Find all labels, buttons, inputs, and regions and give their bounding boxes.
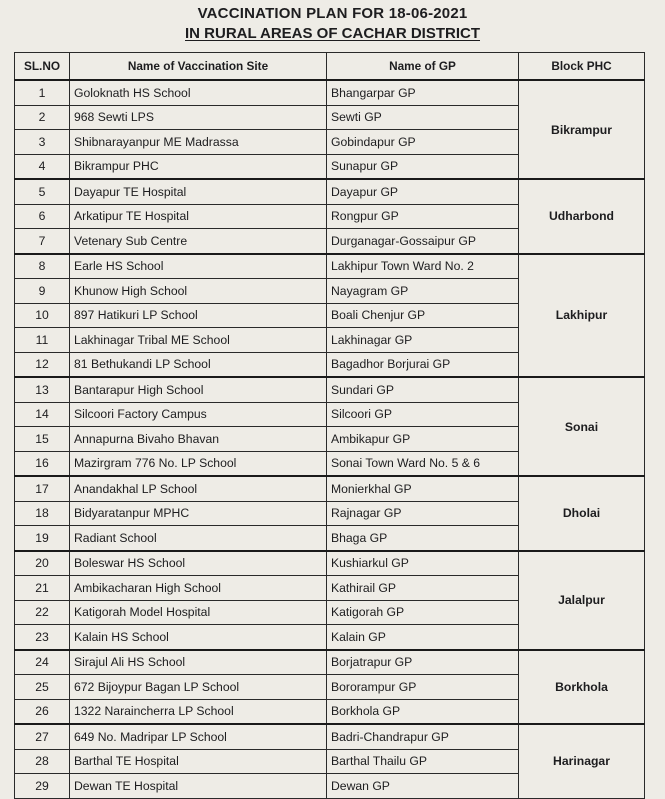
sl-no-cell: 16 bbox=[15, 451, 70, 476]
site-name-cell: Earle HS School bbox=[70, 254, 327, 279]
site-name-cell: Barthal TE Hospital bbox=[70, 749, 327, 774]
table-row bbox=[15, 724, 645, 749]
site-name-cell: Bantarapur High School bbox=[70, 377, 327, 402]
sl-no-cell: 17 bbox=[15, 476, 70, 501]
site-name-cell: Radiant School bbox=[70, 526, 327, 551]
site-name-cell: Lakhinagar Tribal ME School bbox=[70, 328, 327, 353]
gp-name-cell: Bagadhor Borjurai GP bbox=[327, 352, 519, 377]
sl-no-cell: 1 bbox=[15, 80, 70, 105]
block-phc-cell: Jalalpur bbox=[519, 551, 645, 650]
sl-no-cell: 4 bbox=[15, 154, 70, 179]
site-name-cell: 649 No. Madripar LP School bbox=[70, 724, 327, 749]
site-name-cell: Vetenary Sub Centre bbox=[70, 229, 327, 254]
vaccination-table bbox=[14, 52, 645, 799]
sl-no-cell: 20 bbox=[15, 551, 70, 576]
sl-no-cell: 14 bbox=[15, 402, 70, 427]
table-row bbox=[15, 179, 645, 204]
table-header-row bbox=[15, 53, 645, 81]
block-phc-cell: Sonai bbox=[519, 377, 645, 476]
gp-name-cell: Bhangarpar GP bbox=[327, 80, 519, 105]
sl-no-cell: 2 bbox=[15, 105, 70, 130]
site-name-cell: Sirajul Ali HS School bbox=[70, 650, 327, 675]
gp-name-cell: Rajnagar GP bbox=[327, 501, 519, 526]
gp-name-cell: Durganagar-Gossaipur GP bbox=[327, 229, 519, 254]
table-row bbox=[15, 551, 645, 576]
sl-no-cell: 24 bbox=[15, 650, 70, 675]
gp-name-cell: Barthal Thailu GP bbox=[327, 749, 519, 774]
header-gp: Name of GP bbox=[327, 53, 519, 81]
gp-name-cell: Sewti GP bbox=[327, 105, 519, 130]
block-phc-cell: Udharbond bbox=[519, 179, 645, 254]
sl-no-cell: 5 bbox=[15, 179, 70, 204]
gp-name-cell: Kushiarkul GP bbox=[327, 551, 519, 576]
site-name-cell: Arkatipur TE Hospital bbox=[70, 204, 327, 229]
sl-no-cell: 3 bbox=[15, 130, 70, 155]
sl-no-cell: 21 bbox=[15, 576, 70, 601]
sl-no-cell: 28 bbox=[15, 749, 70, 774]
gp-name-cell: Rongpur GP bbox=[327, 204, 519, 229]
gp-name-cell: Sundari GP bbox=[327, 377, 519, 402]
gp-name-cell: Gobindapur GP bbox=[327, 130, 519, 155]
table-row bbox=[15, 377, 645, 402]
site-name-cell: Bidyaratanpur MPHC bbox=[70, 501, 327, 526]
site-name-cell: Shibnarayanpur ME Madrassa bbox=[70, 130, 327, 155]
site-name-cell: Annapurna Bivaho Bhavan bbox=[70, 427, 327, 452]
site-name-cell: Anandakhal LP School bbox=[70, 476, 327, 501]
sl-no-cell: 12 bbox=[15, 352, 70, 377]
gp-name-cell: Lakhipur Town Ward No. 2 bbox=[327, 254, 519, 279]
site-name-cell: Dayapur TE Hospital bbox=[70, 179, 327, 204]
gp-name-cell: Silcoori GP bbox=[327, 402, 519, 427]
site-name-cell: 968 Sewti LPS bbox=[70, 105, 327, 130]
sl-no-cell: 19 bbox=[15, 526, 70, 551]
gp-name-cell: Kathirail GP bbox=[327, 576, 519, 601]
site-name-cell: Ambikacharan High School bbox=[70, 576, 327, 601]
gp-name-cell: Monierkhal GP bbox=[327, 476, 519, 501]
table-row bbox=[15, 80, 645, 105]
table-row bbox=[15, 650, 645, 675]
header-site: Name of Vaccination Site bbox=[70, 53, 327, 81]
header-block: Block PHC bbox=[519, 53, 645, 81]
document-subtitle: IN RURAL AREAS OF CACHAR DISTRICT bbox=[185, 25, 480, 42]
block-phc-cell: Harinagar bbox=[519, 724, 645, 798]
site-name-cell: 672 Bijoypur Bagan LP School bbox=[70, 675, 327, 700]
gp-name-cell: Borkhola GP bbox=[327, 699, 519, 724]
sl-no-cell: 27 bbox=[15, 724, 70, 749]
gp-name-cell: Ambikapur GP bbox=[327, 427, 519, 452]
sl-no-cell: 25 bbox=[15, 675, 70, 700]
site-name-cell: Dewan TE Hospital bbox=[70, 774, 327, 799]
gp-name-cell: Boali Chenjur GP bbox=[327, 303, 519, 328]
gp-name-cell: Sunapur GP bbox=[327, 154, 519, 179]
gp-name-cell: Dewan GP bbox=[327, 774, 519, 799]
sl-no-cell: 7 bbox=[15, 229, 70, 254]
sl-no-cell: 23 bbox=[15, 625, 70, 650]
site-name-cell: Khunow High School bbox=[70, 279, 327, 304]
sl-no-cell: 13 bbox=[15, 377, 70, 402]
sl-no-cell: 22 bbox=[15, 600, 70, 625]
site-name-cell: Katigorah Model Hospital bbox=[70, 600, 327, 625]
sl-no-cell: 15 bbox=[15, 427, 70, 452]
block-phc-cell: Lakhipur bbox=[519, 254, 645, 378]
gp-name-cell: Bhaga GP bbox=[327, 526, 519, 551]
gp-name-cell: Sonai Town Ward No. 5 & 6 bbox=[327, 451, 519, 476]
site-name-cell: Boleswar HS School bbox=[70, 551, 327, 576]
block-phc-cell: Bikrampur bbox=[519, 80, 645, 179]
gp-name-cell: Katigorah GP bbox=[327, 600, 519, 625]
block-phc-cell: Borkhola bbox=[519, 650, 645, 725]
sl-no-cell: 10 bbox=[15, 303, 70, 328]
site-name-cell: Mazirgram 776 No. LP School bbox=[70, 451, 327, 476]
document-title: VACCINATION PLAN FOR 18-06-2021 bbox=[197, 5, 468, 22]
site-name-cell: Kalain HS School bbox=[70, 625, 327, 650]
sl-no-cell: 8 bbox=[15, 254, 70, 279]
sl-no-cell: 6 bbox=[15, 204, 70, 229]
site-name-cell: 1322 Naraincherra LP School bbox=[70, 699, 327, 724]
table-row bbox=[15, 254, 645, 279]
gp-name-cell: Bororampur GP bbox=[327, 675, 519, 700]
sl-no-cell: 11 bbox=[15, 328, 70, 353]
site-name-cell: Bikrampur PHC bbox=[70, 154, 327, 179]
sl-no-cell: 9 bbox=[15, 279, 70, 304]
site-name-cell: 897 Hatikuri LP School bbox=[70, 303, 327, 328]
gp-name-cell: Kalain GP bbox=[327, 625, 519, 650]
gp-name-cell: Lakhinagar GP bbox=[327, 328, 519, 353]
site-name-cell: 81 Bethukandi LP School bbox=[70, 352, 327, 377]
site-name-cell: Silcoori Factory Campus bbox=[70, 402, 327, 427]
gp-name-cell: Badri-Chandrapur GP bbox=[327, 724, 519, 749]
title-block bbox=[0, 4, 665, 44]
header-sl-no: SL.NO bbox=[15, 53, 70, 81]
sl-no-cell: 18 bbox=[15, 501, 70, 526]
sl-no-cell: 29 bbox=[15, 774, 70, 799]
table-body bbox=[15, 80, 645, 798]
gp-name-cell: Borjatrapur GP bbox=[327, 650, 519, 675]
gp-name-cell: Dayapur GP bbox=[327, 179, 519, 204]
gp-name-cell: Nayagram GP bbox=[327, 279, 519, 304]
site-name-cell: Goloknath HS School bbox=[70, 80, 327, 105]
block-phc-cell: Dholai bbox=[519, 476, 645, 551]
table-row bbox=[15, 476, 645, 501]
sl-no-cell: 26 bbox=[15, 699, 70, 724]
